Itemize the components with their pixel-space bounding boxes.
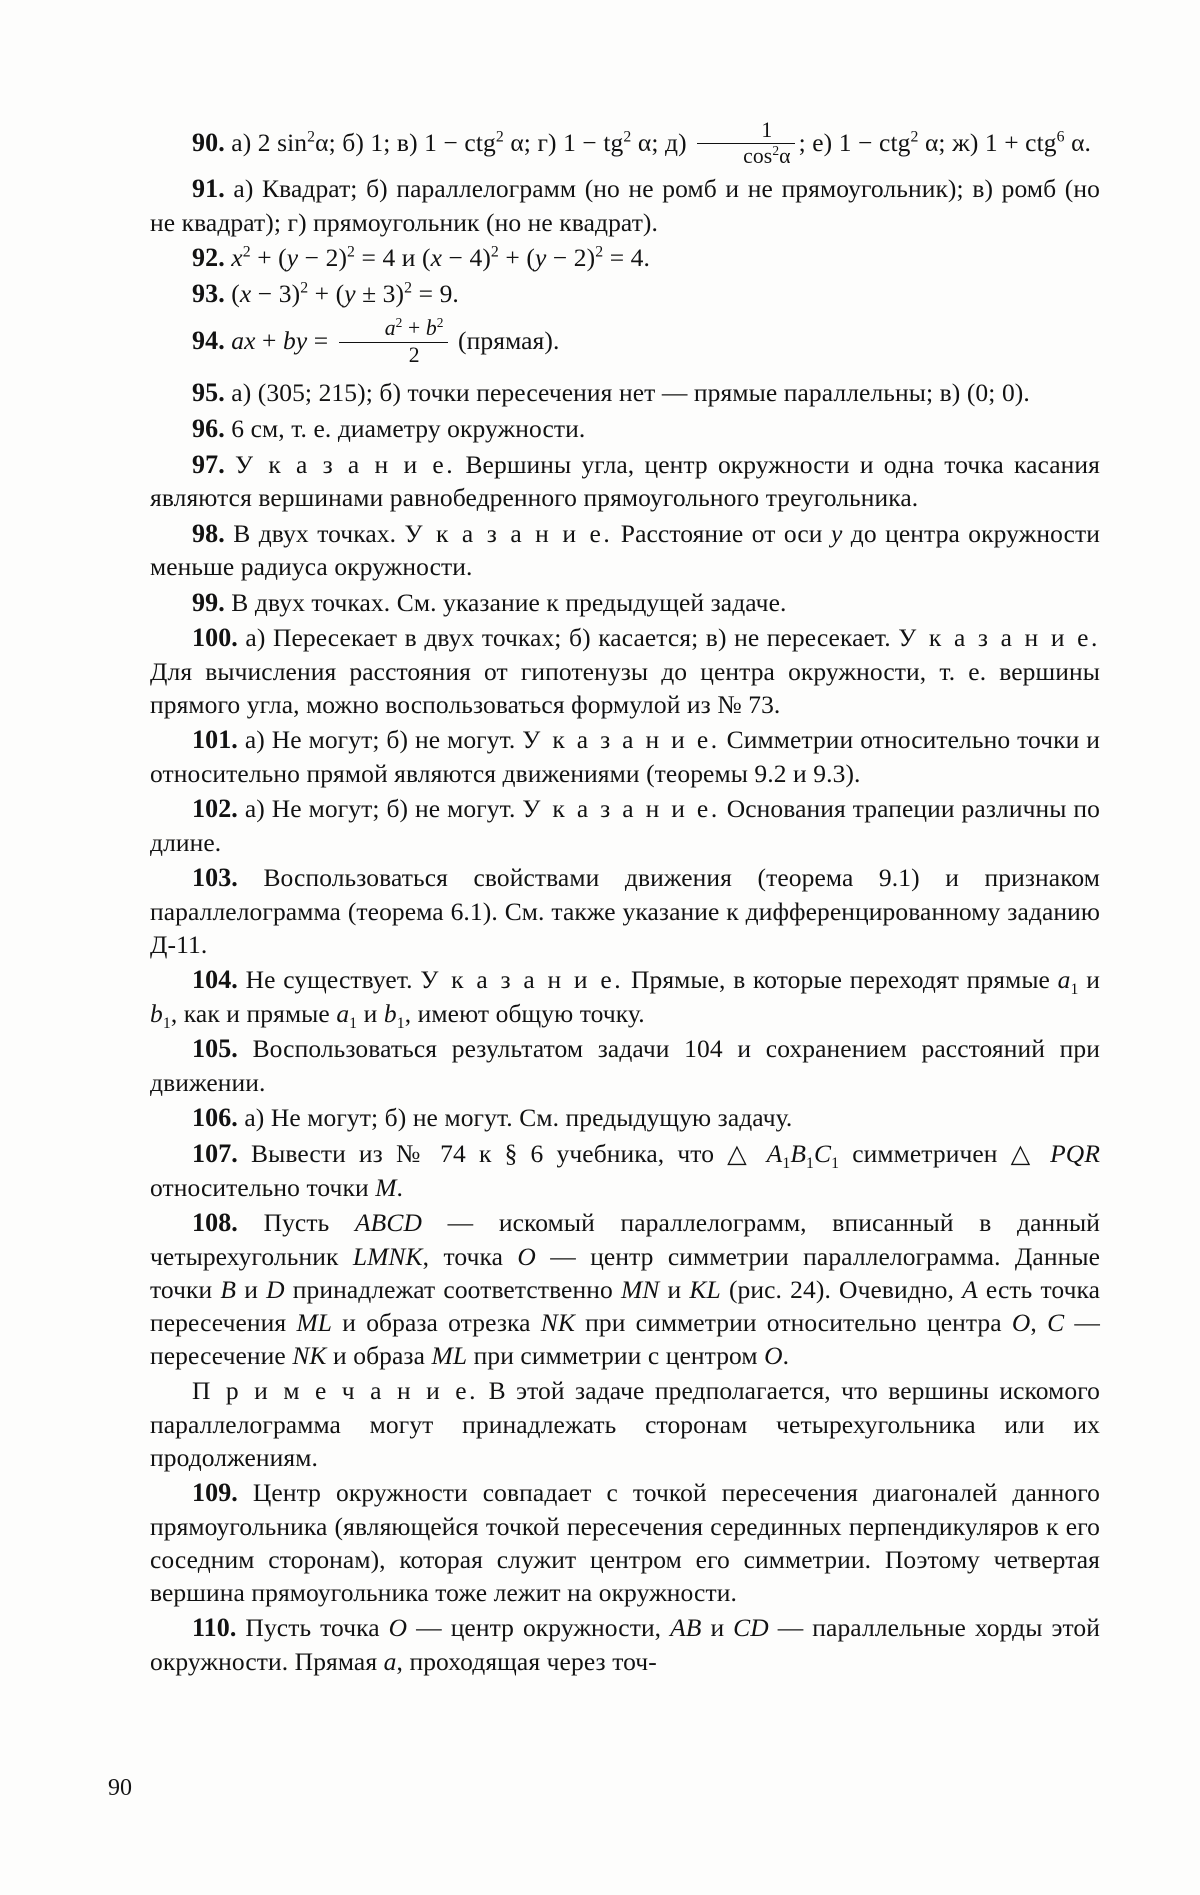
answer-item-99: 99. В двух точках. См. указание к предыдущей задаче. [192,587,787,617]
answer-item-109: 109. Центр окружности совпадает с точкой пересечения диагоналей данного прямоугольника (являющейся точкой пересечения серединных перпендикуляров к его соседним сторонам), которая служит центром его симметрии. Поэтому четвертая вершина прямоугольника тоже лежит на окружности. [150,1477,1100,1607]
answer-number: 96. [192,413,225,443]
answer-number: 104. [192,965,238,995]
answer-item-101: 101. а) Не могут; б) не могут. У к а з а н и е. Симметрии относительно точки и относительно прямой являются движениями (теоремы 9.2 и 9.3). [150,725,1100,789]
answer-item-104: 104. Не существует. У к а з а н и е. Прямые, в которые переходят прямые $a_1$ и $b_1$, как и прямые $a_1$ и $b_1$, имеют общую точку. [150,965,1100,1033]
fraction-one-over-cos-squared: $\frac{1}{\cos^2\alpha}$ [697,119,794,169]
answer-number: 102. [192,794,238,824]
answer-item-107: 107. Вывести из № 74 к § 6 учебника, что △ $A_1B_1C_1$ симметричен △ PQR относительно точки M. [150,1139,1100,1202]
answer-number: 110. [192,1613,237,1642]
answer-number: 103. [192,863,238,893]
answer-number: 93. [192,278,225,308]
answer-item-96: 96. 6 см, т. е. диаметру окружности. [192,413,586,443]
answer-number: 100. [192,623,238,653]
answer-number: 92. [192,242,225,272]
answer-item-90: 90. а) 2 $\sin^2\alpha$; б) 1; в) 1 − ctg$^2$ α; г) $1 - tg^2$ α; д) $\frac{1}{\cos^2\alpha}$ ; е) 1 − ctg$^2$ α; ж) 1 + ctg$^6$ α. [192,118,1092,169]
fraction-a2-plus-b2-over-2: $\frac{a^2 + b^2}{2}$ [339,317,448,367]
answer-item-94: 94. ax + by = $\frac{a^2 + b^2}{2}$ (прямая). [192,315,560,367]
answer-item-100: 100. а) Пересекает в двух точках; б) касается; в) не пересекает. У к а з а н и е. Для вычисления расстояния от гипотенузы до центра окружности, т. е. вершины прямого угла, можно воспользоваться формулой из № 73. [150,623,1100,720]
answer-number: 90. [192,127,225,157]
answer-item-108-note: П р и м е ч а н и е. В этой задаче предполагается, что вершины искомого параллелограмма могут принадлежать сторонам четырехугольника или их продолжениям. [150,1376,1100,1472]
note-label: П р и м е ч а н и е. [192,1376,479,1406]
answer-number: 99. [192,587,225,617]
answer-item-110: 110. Пусть точка O — центр окружности, AB и CD — параллельные хорды этой окружности. Прямая a, проходящая через точ- [150,1613,1100,1676]
answer-item-93: 93. $(x - 3)^2 + (y \pm 3)^2 = 9$. [192,278,459,308]
answer-item-92: 92. $x^2 + (y - 2)^2 = 4$ и $(x - 4)^2 + (y - 2)^2 = 4$. [192,242,651,272]
answer-number: 95. [192,378,225,408]
answer-item-108: 108. Пусть ABCD — искомый параллелограмм, вписанный в данный четырехугольник LMNK, точка O — центр симметрии параллелограмма. Данные точки B и D принадлежат соответственно MN и KL (рис. 24). Очевидно, A есть точка пересечения ML и образа отрезка NK при симметрии относительно центра O, C — пересечение NK и образа ML при симметрии с центром O. [150,1208,1101,1371]
answer-item-103: 103. Воспользоваться свойствами движения (теорема 9.1) и признаком параллелограмма (теорема 6.1). См. также указание к дифференцированному заданию Д-11. [150,863,1100,960]
answer-item-97: 97. У к а з а н и е. Вершины угла, центр окружности и одна точка касания являются вершинами равнобедренного прямоугольного треугольника. [150,449,1100,513]
answer-item-98: 98. В двух точках. У к а з а н и е. Расстояние от оси y до центра окружности меньше радиуса окружности. [150,518,1100,582]
answer-number: 91. [192,173,225,203]
answer-item-106: 106. а) Не могут; б) не могут. См. предыдущую задачу. [192,1103,793,1133]
answer-number: 97. [192,449,225,479]
answers-list [150,120,1100,1680]
answer-item-95: 95. а) (305; 215); б) точки пересечения нет — прямые параллельны; в) (0; 0). [192,378,1030,408]
answer-item-91: 91. а) Квадрат; б) параллелограмм (но не ромб и не прямоугольник); в) ромб (но не квадрат); г) прямоугольник (но не квадрат). [150,173,1100,237]
answer-number: 105. [192,1034,238,1064]
answer-number: 107. [192,1139,238,1169]
answer-number: 109. [192,1477,238,1507]
page-number: 90 [108,1775,132,1801]
answer-item-102: 102. а) Не могут; б) не могут. У к а з а н и е. Основания трапеции различны по длине. [150,794,1100,858]
answer-number: 98. [192,518,225,548]
answer-number: 101. [192,725,238,755]
answer-number: 108. [192,1208,238,1237]
answer-number: 106. [192,1103,238,1133]
answer-item-105: 105. Воспользоваться результатом задачи 104 и сохранением расстояний при движении. [150,1034,1100,1098]
answer-number: 94. [192,326,225,356]
